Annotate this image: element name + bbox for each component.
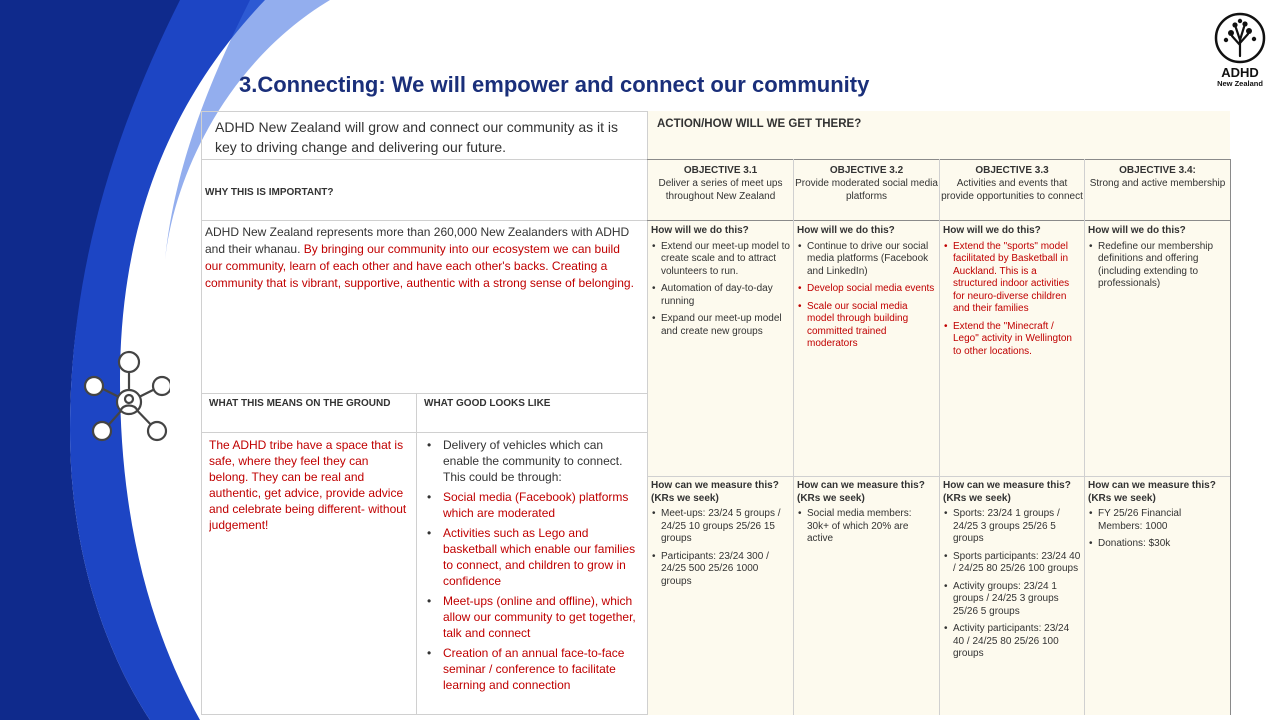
objective-desc: Activities and events that provide opportunities to connect bbox=[941, 178, 1083, 202]
objective-desc: Deliver a series of meet ups throughout New Zealand bbox=[658, 178, 783, 202]
how-list bbox=[943, 241, 1081, 359]
how-list bbox=[797, 241, 936, 351]
measure-question-label: How can we measure this? (KRs we seek) bbox=[943, 480, 1071, 504]
objective-header-3 bbox=[940, 160, 1084, 220]
measure-item: • Donations: $30k bbox=[1088, 538, 1227, 551]
measure-item: • Social media members: 30k+ of which 20% are active bbox=[797, 508, 936, 546]
ground-label: WHAT THIS MEANS ON THE GROUND bbox=[209, 398, 391, 409]
objective-header-2 bbox=[794, 160, 939, 220]
measure-item: • Meet-ups: 23/24 5 groups / 24/25 10 groups 25/26 15 groups bbox=[651, 508, 791, 546]
objective-desc: Strong and active membership bbox=[1089, 178, 1226, 189]
measure-list bbox=[797, 508, 936, 546]
adhd-logo bbox=[1208, 12, 1272, 96]
how-question-label: How will we do this? bbox=[651, 225, 749, 236]
objective-heading: OBJECTIVE 3.2 bbox=[829, 165, 904, 176]
measure-column-2 bbox=[797, 480, 936, 551]
good-list-item: • Creation of an annual face-to-face seminar / conference to facilitate learning and connection bbox=[425, 645, 640, 693]
how-item: • Extend the "Minecraft / Lego" activity in Wellington to other locations. bbox=[943, 321, 1081, 359]
measure-column-3 bbox=[943, 480, 1081, 666]
how-column-1 bbox=[651, 225, 791, 343]
good-label: WHAT GOOD LOOKS LIKE bbox=[424, 398, 551, 409]
why-text-red: By bringing our community into our ecosystem we can build our community, learn of each other and have each other's backs. Creating a community that is vibrant, supportive, authentic with a strong sense of belonging. bbox=[205, 242, 634, 290]
how-list bbox=[1088, 241, 1227, 291]
how-item: • Redefine our membership definitions and offering (including extending to professionals) bbox=[1088, 241, 1227, 291]
how-item: • Expand our meet-up model and create new groups bbox=[651, 313, 791, 338]
how-item: • Develop social media events bbox=[797, 283, 936, 296]
how-item: • Automation of day-to-day running bbox=[651, 283, 791, 308]
objective-header-4 bbox=[1085, 160, 1230, 220]
how-column-4 bbox=[1088, 225, 1227, 296]
how-item: • Extend the "sports" model facilitated by Basketball in Auckland. This is a structured indoor activities for neuro-diverse children and their families bbox=[943, 241, 1081, 316]
ground-text: The ADHD tribe have a space that is safe, where they feel they can belong. They can be real and authentic, get advice, provide advice and celebrate being different- without judgement! bbox=[209, 438, 407, 532]
measure-list bbox=[1088, 508, 1227, 551]
measure-item: • Activity groups: 23/24 1 groups / 24/25 3 groups 25/26 5 groups bbox=[943, 581, 1081, 619]
measure-column-4 bbox=[1088, 480, 1227, 556]
measure-list bbox=[651, 508, 791, 588]
how-column-2 bbox=[797, 225, 936, 356]
logo-name: ADHD bbox=[1221, 65, 1259, 80]
good-list bbox=[425, 437, 640, 712]
good-list-item: • Activities such as Lego and basketball which enable our families to connect, and children to grow in confidence bbox=[425, 525, 640, 589]
objective-heading: OBJECTIVE 3.4: bbox=[1119, 165, 1196, 176]
measure-item: • FY 25/26 Financial Members: 1000 bbox=[1088, 508, 1227, 533]
how-list bbox=[651, 241, 791, 339]
how-question-label: How will we do this? bbox=[1088, 225, 1186, 236]
why-label: WHY THIS IS IMPORTANT? bbox=[205, 187, 334, 198]
how-column-3 bbox=[943, 225, 1081, 363]
how-item: • Continue to drive our social media platforms (Facebook and LinkedIn) bbox=[797, 241, 936, 279]
how-question-label: How will we do this? bbox=[797, 225, 895, 236]
intro-text: ADHD New Zealand will grow and connect our community as it is key to driving change and delivering our future. bbox=[215, 119, 619, 155]
slide-title: 3.Connecting: We will empower and connect our community bbox=[239, 72, 870, 97]
good-list-item: • Meet-ups (online and offline), which allow our community to get together, talk and connect bbox=[425, 593, 640, 641]
why-text bbox=[205, 224, 637, 292]
good-list-item: • Delivery of vehicles which can enable the community to connect. This could be through: bbox=[425, 437, 640, 485]
measure-list bbox=[943, 508, 1081, 661]
objective-desc: Provide moderated social media platforms bbox=[795, 178, 938, 202]
how-question-label: How will we do this? bbox=[943, 225, 1041, 236]
good-list-item: • Social media (Facebook) platforms which are moderated bbox=[425, 489, 640, 521]
why-text-black: ADHD New Zealand represents more than 260,000 New Zealanders with ADHD and their whanau. bbox=[205, 225, 630, 256]
how-item: • Scale our social media model through building committed trained moderators bbox=[797, 301, 936, 351]
network-people-icon bbox=[82, 350, 170, 444]
measure-item: • Participants: 23/24 300 / 24/25 500 25/26 1000 groups bbox=[651, 551, 791, 589]
how-item: • Extend our meet-up model to create scale and to attract volunteers to run. bbox=[651, 241, 791, 279]
objective-heading: OBJECTIVE 3.1 bbox=[683, 165, 758, 176]
objective-header-1 bbox=[648, 160, 793, 220]
logo-subtitle: New Zealand bbox=[1217, 79, 1263, 88]
objective-heading: OBJECTIVE 3.3 bbox=[975, 165, 1049, 176]
measure-item: • Activity participants: 23/24 40 / 24/25 80 25/26 100 groups bbox=[943, 623, 1081, 661]
measure-question-label: How can we measure this? (KRs we seek) bbox=[797, 480, 925, 504]
measure-question-label: How can we measure this? (KRs we seek) bbox=[1088, 480, 1216, 504]
measure-column-1 bbox=[651, 480, 791, 593]
measure-item: • Sports participants: 23/24 40 / 24/25 80 25/26 100 groups bbox=[943, 551, 1081, 576]
measure-item: • Sports: 23/24 1 groups / 24/25 3 groups 25/26 5 groups bbox=[943, 508, 1081, 546]
measure-question-label: How can we measure this? (KRs we seek) bbox=[651, 480, 779, 504]
adhd-tree-logo-icon bbox=[1214, 12, 1266, 64]
action-title: ACTION/HOW WILL WE GET THERE? bbox=[657, 118, 862, 130]
